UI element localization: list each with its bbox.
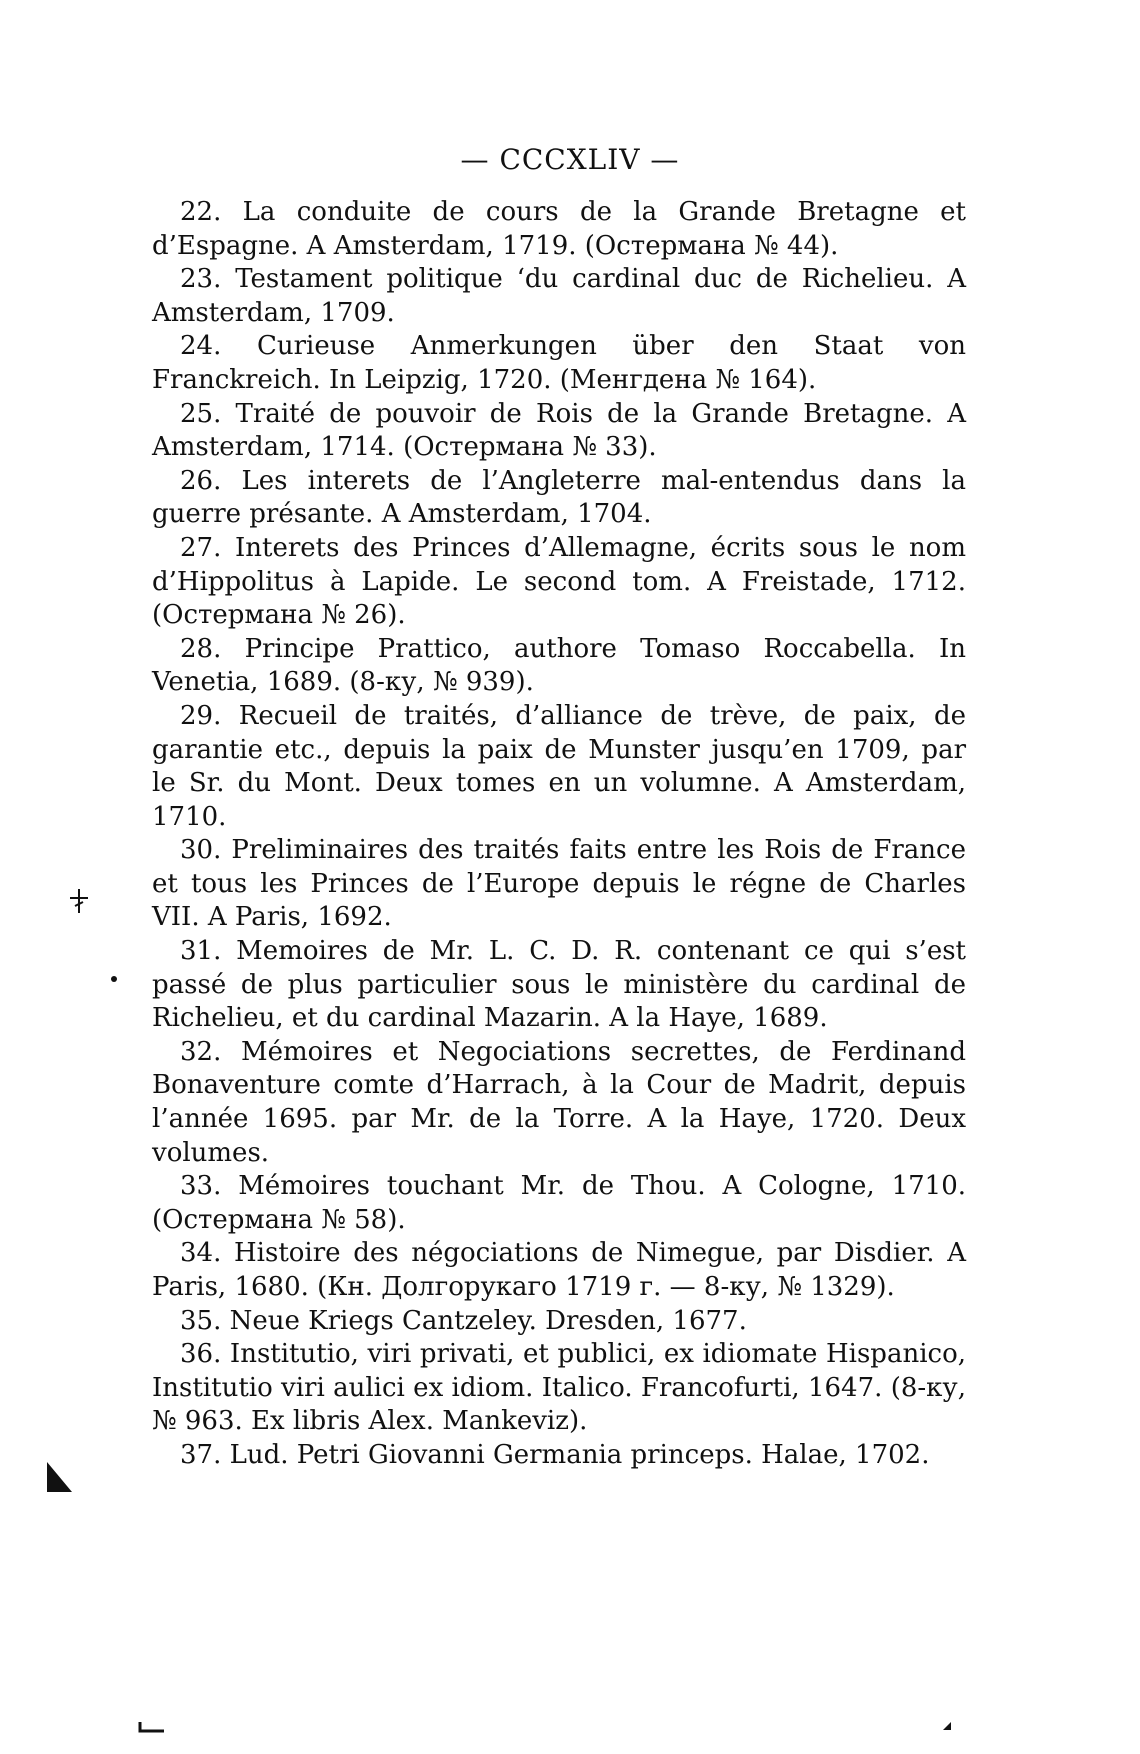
bibliography-list xyxy=(152,196,966,1473)
bibliography-entry-37: 37. Lud. Petri Giovanni Germania princeps. Halae, 1702. xyxy=(180,1439,930,1470)
bibliography-entry-35: 35. Neue Kriegs Cantzeley. Dresden, 1677. xyxy=(180,1305,747,1336)
bibliography-entry-31: 31. Memoires de Mr. L. C. D. R. contenant ce qui s’est passé de plus particulier sous le ministère du cardinal de Richelieu, et du cardinal Mazarin. A la Haye, 1689. xyxy=(152,936,966,1034)
bibliography-entry-33: 33. Mémoires touchant Mr. de Thou. A Cologne, 1710. (Остермана № 58). xyxy=(152,1171,966,1235)
bibliography-entry-27: 27. Interets des Princes d’Allemagne, écrits sous le nom d’Hippolitus à Lapide. Le second tom. A Freistade, 1712. (Остермана № 26). xyxy=(152,532,966,631)
corner-mark-icon xyxy=(138,1720,166,1737)
cross-mark-icon xyxy=(68,888,90,918)
page-number: — CCCXLIV — xyxy=(460,143,680,176)
bibliography-entry-36: 36. Institutio, viri privati, et publici, ex idiomate Hispanico, Institutio viri aulici ex idiom. Italico. Francofurti, 1647. (8-ку, № 963. Ex libris Alex. Mankeviz). xyxy=(152,1339,966,1437)
bibliography-entry-22: 22. La conduite de cours de la Grande Bretagne et d’Espagne. A Amsterdam, 1719. (Остермана № 44). xyxy=(152,197,966,261)
bibliography-entry-24: 24. Curieuse Anmerkungen über den Staat von Franckreich. In Leipzig, 1720. (Менгдена № 164). xyxy=(152,331,966,395)
bibliography-entry-23: 23. Testament politique ‘du cardinal duc de Richelieu. A Amsterdam, 1709. xyxy=(152,264,966,328)
bibliography-entry-34: 34. Histoire des négociations de Nimegue, par Disdier. A Paris, 1680. (Кн. Долгорукаго 1719 г. — 8-ку, № 1329). xyxy=(152,1238,966,1302)
pointer-arrow-icon xyxy=(44,1460,74,1500)
dot-mark-icon xyxy=(110,972,118,986)
bibliography-entry-28: 28. Principe Prattico, authore Tomaso Roccabella. In Venetia, 1689. (8-ку, № 939). xyxy=(152,633,966,698)
bibliography-entry-29: 29. Recueil de traités, d’alliance de trève, de paix, de garantie etc., depuis la paix de Munster jusqu’en 1709, par le Sr. du Mont. Deux tomes en un volumne. A Amsterdam, 1710. xyxy=(152,700,966,832)
bibliography-entry-25: 25. Traité de pouvoir de Rois de la Grande Bretagne. A Amsterdam, 1714. (Остермана № 33). xyxy=(152,398,966,463)
bibliography-entry-30: 30. Preliminaires des traités faits entre les Rois de France et tous les Princes de l’Europe depuis le régne de Charles VII. A Paris, 1692. xyxy=(152,835,966,933)
bibliography-entry-32: 32. Mémoires et Negociations secrettes, de Ferdinand Bonaventure comte d’Harrach, à la Cour de Madrit, depuis l’année 1695. par Mr. de la Torre. A la Haye, 1720. Deux volumes. xyxy=(152,1036,966,1168)
tick-mark-icon xyxy=(942,1720,952,1734)
bibliography-entry-26: 26. Les interets de l’Angleterre mal-entendus dans la guerre présante. A Amsterdam, 1704. xyxy=(152,465,966,530)
